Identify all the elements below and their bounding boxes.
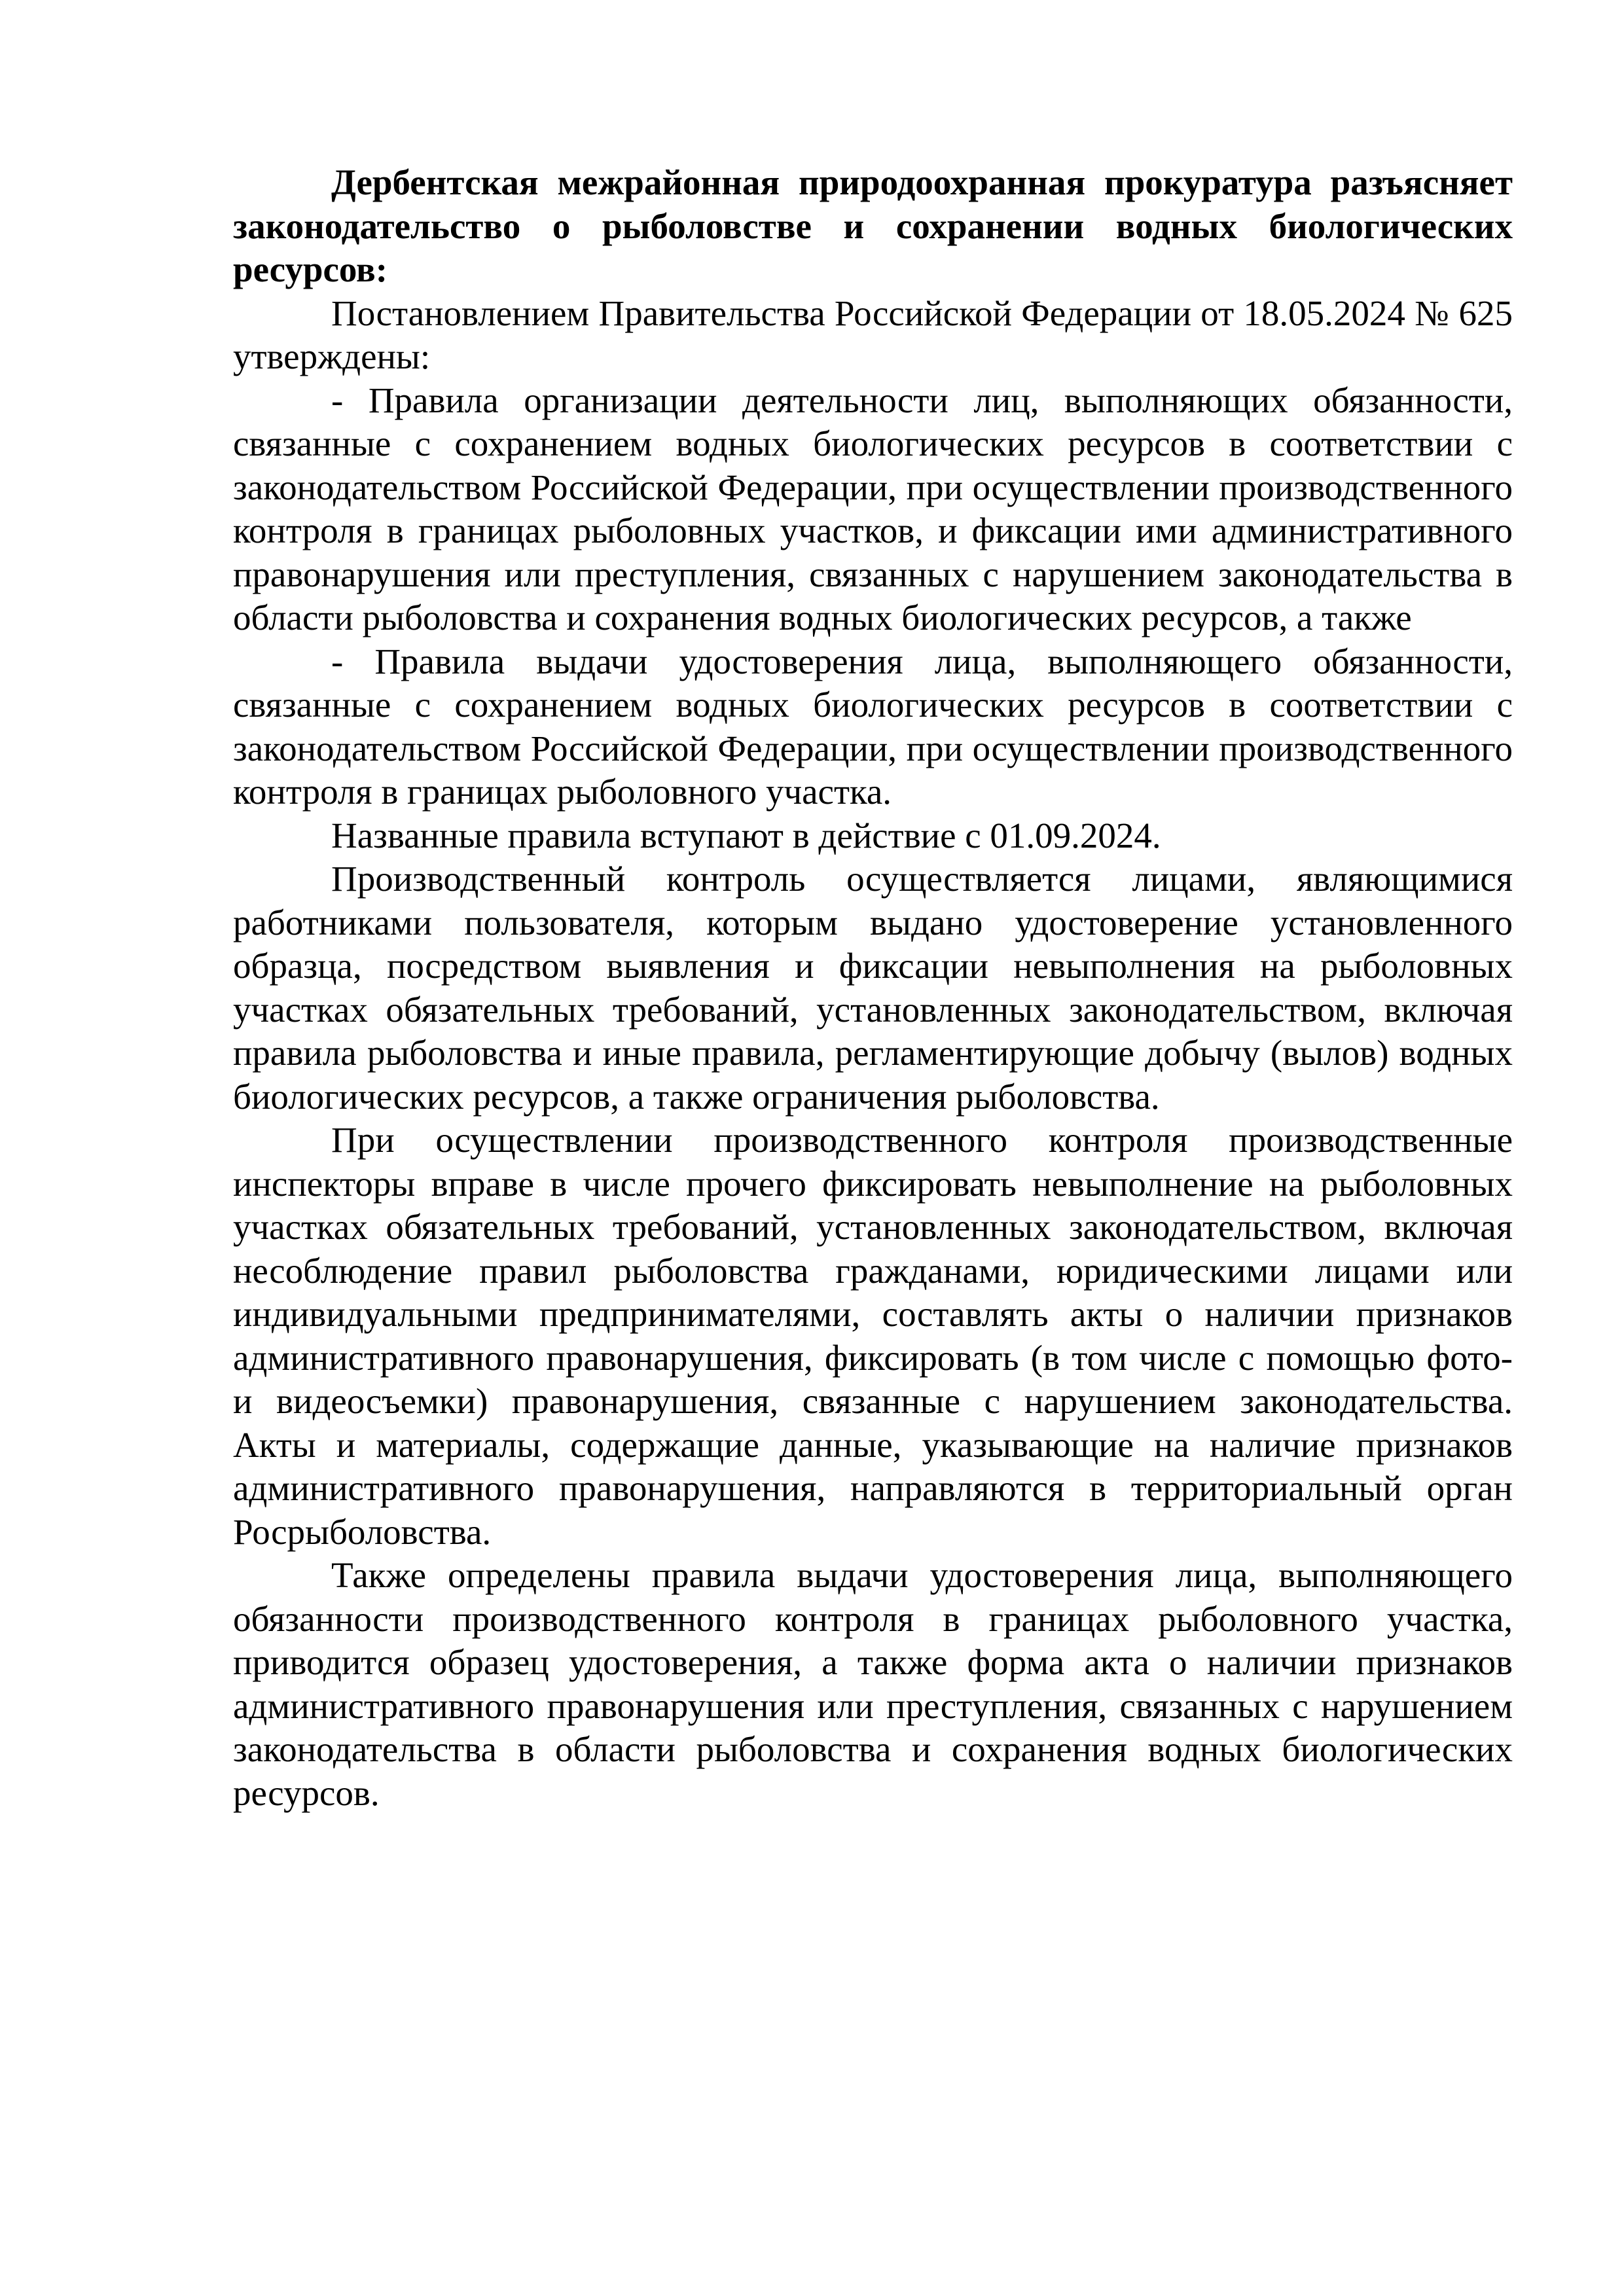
document-body — [233, 161, 1513, 1815]
paragraph-effective-date: Названные правила вступают в действие с 01.09.2024. — [331, 815, 1161, 855]
paragraph-production-control: Производственный контроль осуществляется лицами, являющимися работниками пользователя, которым выдано удостоверение установленного образца, посредством выявления и фиксации невыполнения на рыболовных участках обязательных требований, установленных законодательством, включая правила рыболовства и иные правила, регламентирующие добычу (вылов) водных биологических ресурсов, а также ограничения рыболовства. — [233, 859, 1513, 1117]
paragraph-inspector-rights: При осуществлении производственного контроля производственные инспекторы вправе в числе прочего фиксировать невыполнение на рыболовных участках обязательных требований, установленных законодательством, включая несоблюдение правил рыболовства гражданами, юридическими лицами или индивидуальными предпринимателями, составлять акты о наличии признаков административного правонарушения, фиксировать (в том числе с помощью фото- и видеосъемки) правонарушения, связанные с нарушением законодательства. Акты и материалы, содержащие данные, указывающие на наличие признаков административного правонарушения, направляются в территориальный орган Росрыболовства. — [233, 1120, 1513, 1552]
paragraph-rules-certificate: - Правила выдачи удостоверения лица, выполняющего обязанности, связанные с сохранением водных биологических ресурсов в соответствии с законодательством Российской Федерации, при осуществлении производственного контроля в границах рыболовного участка. — [233, 641, 1513, 812]
paragraph-rules-organization: - Правила организации деятельности лиц, выполняющих обязанности, связанные с сохранением водных биологических ресурсов в соответствии с законодательством Российской Федерации, при осуществлении производственного контроля в границах рыболовных участков, и фиксации ими административного правонарушения или преступления, связанных с нарушением законодательства в области рыболовства и сохранения водных биологических ресурсов, а также — [233, 380, 1513, 637]
paragraph-resolution: Постановлением Правительства Российской Федерации от 18.05.2024 № 625 утверждены: — [233, 293, 1513, 376]
document-heading: Дербентская межрайонная природоохранная прокуратура разъясняет законодательство о рыболовстве и сохранении водных биологических ресурсов: — [233, 162, 1513, 289]
paragraph-certificate-rules: Также определены правила выдачи удостоверения лица, выполняющего обязанности производственного контроля в границах рыболовного участка, приводится образец удостоверения, а также форма акта о наличии признаков административного правонарушения или преступления, связанных с нарушением законодательства в области рыболовства и сохранения водных биологических ресурсов. — [233, 1555, 1513, 1813]
